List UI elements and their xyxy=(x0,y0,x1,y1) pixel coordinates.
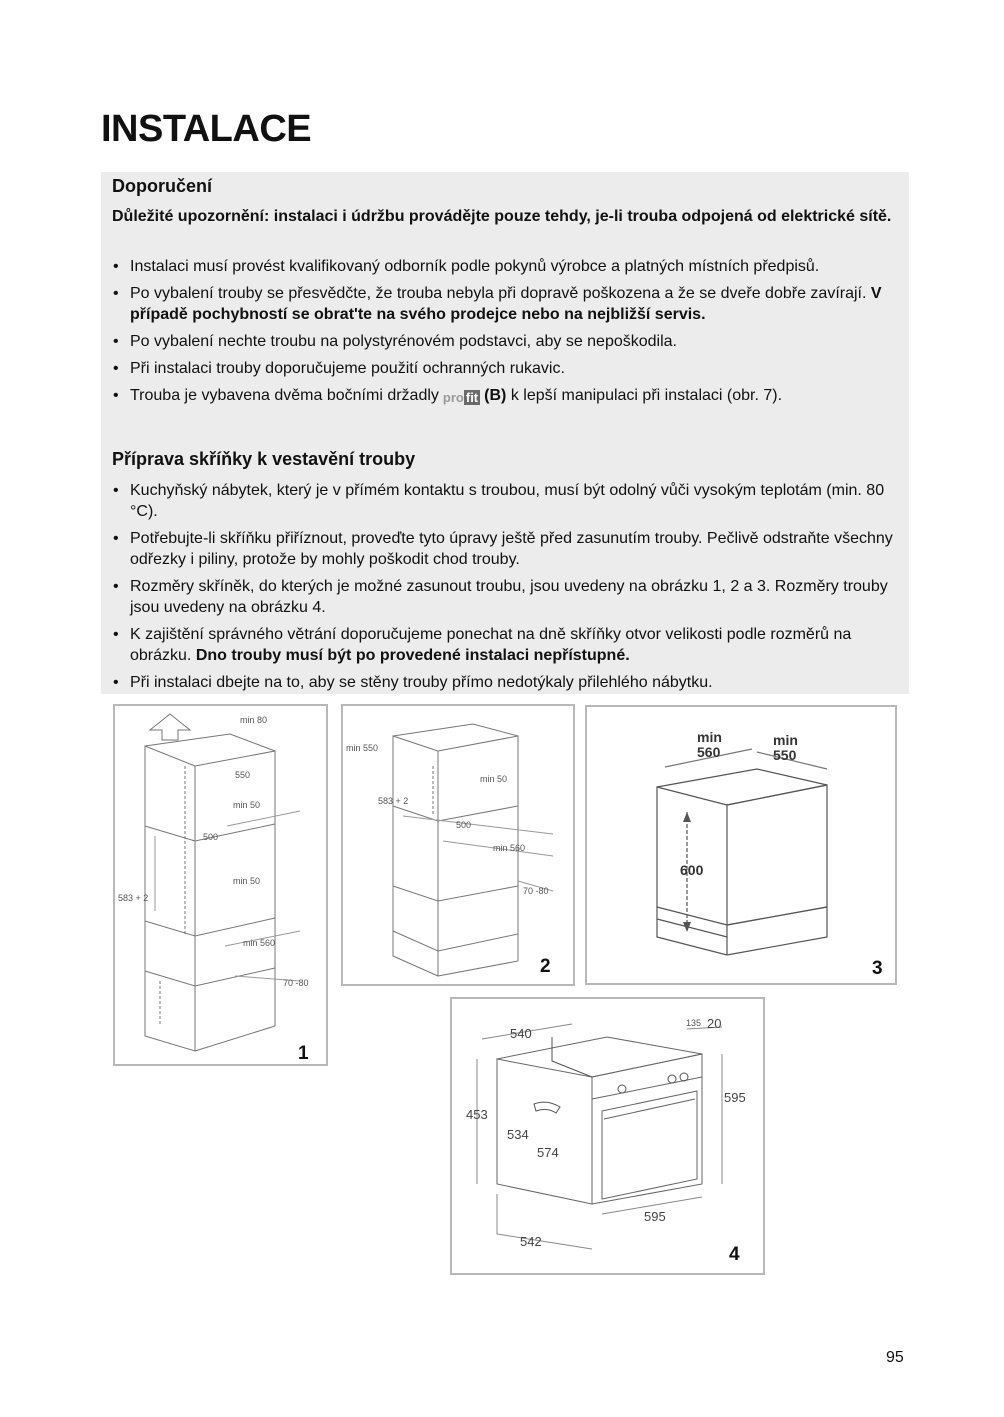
section-heading-recommendations: Doporučení xyxy=(112,176,213,196)
dim-label: 583 + 2 xyxy=(378,796,409,806)
dim-label: 500 xyxy=(456,820,472,830)
figure-2-drawing xyxy=(343,706,573,984)
dim-label: 453 xyxy=(466,1107,488,1122)
page-title: INSTALACE xyxy=(101,108,312,150)
figure-3-drawing xyxy=(587,707,895,983)
figure-3-under-counter-cabinet xyxy=(585,705,897,985)
list-item: • Po vybalení nechte troubu na polystyrénovém podstavci, aby se nepoškodila. xyxy=(112,331,902,352)
dim-label: 70 -80 xyxy=(523,886,549,896)
dim-label: 534 xyxy=(507,1127,529,1142)
dim-label: 70 -80 xyxy=(283,978,309,988)
dim-label: min 80 xyxy=(240,715,268,725)
dim-label: min 560 xyxy=(243,938,276,948)
dim-label: 500 xyxy=(203,832,219,842)
dim-label: min 560 xyxy=(493,843,526,853)
dim-label: 550 xyxy=(235,770,251,780)
cabinet-preparation-list xyxy=(112,480,902,699)
dim-label: 600 xyxy=(680,862,704,878)
figure-4-drawing xyxy=(452,999,763,1273)
list-item: • Trouba je vybavena dvěma bočními držadly pro fit (B) k lepší manipulaci při instalaci (obr. 7). xyxy=(112,385,902,406)
dim-label: 595 xyxy=(644,1209,666,1224)
figure-number: 2 xyxy=(540,956,551,977)
figure-1-drawing xyxy=(115,706,326,1064)
figure-2-wall-cabinet xyxy=(341,704,575,986)
recommendations-list xyxy=(112,256,902,412)
dim-label: 540 xyxy=(510,1026,532,1041)
list-item: • Instalaci musí provést kvalifikovaný odborník podle pokynů výrobce a platných místních předpisů. xyxy=(112,256,902,277)
safety-warning: Důležité upozornění: instalaci i údržbu provádějte pouze tehdy, je-li trouba odpojená od elektrické sítě. xyxy=(112,208,892,225)
figure-number: 1 xyxy=(298,1043,309,1064)
list-item: • Po vybalení trouby se přesvědčte, že trouba nebyla při dopravě poškozena a že se dveře dobře zavírají. V případě pochybností se obrat'te na svého prodejce nebo na nejbližší servis. xyxy=(112,283,902,325)
dim-label: 550 xyxy=(773,747,797,763)
profit-logo: pro fit xyxy=(442,390,479,405)
figure-4-oven-dimensions xyxy=(450,997,765,1275)
dim-label: min 550 xyxy=(346,743,379,753)
dim-label: 20 xyxy=(707,1016,722,1031)
section-heading-cabinet-preparation: Příprava skříňky k vestavění trouby xyxy=(112,449,416,469)
figure-number: 3 xyxy=(872,958,883,979)
figure-number: 4 xyxy=(729,1244,740,1265)
figure-1-tall-cabinet xyxy=(113,704,328,1066)
list-item: • Při instalaci dbejte na to, aby se stěny trouby přímo nedotýkaly přilehlého nábytku. xyxy=(112,672,902,693)
dim-label: min xyxy=(773,732,798,748)
dim-label: min 50 xyxy=(233,876,261,886)
list-item: • Potřebujte-li skříňku přiříznout, proveďte tyto úpravy ještě před zasunutím trouby. Pečlivě odstraňte všechny odřezky i piliny, protože by mohly poškodit chod trouby. xyxy=(112,528,902,570)
dim-label: 574 xyxy=(537,1145,559,1160)
list-item: • Při instalaci trouby doporučujeme použití ochranných rukavic. xyxy=(112,358,902,379)
dim-label: min 50 xyxy=(233,800,261,810)
dim-label: 560 xyxy=(697,744,721,760)
list-item: • Rozměry skříněk, do kterých je možné zasunout troubu, jsou uvedeny na obrázku 1, 2 a 3. Rozměry trouby jsou uvedeny na obrázku 4. xyxy=(112,576,902,618)
dim-label: 595 xyxy=(724,1090,746,1105)
dim-label: 583 + 2 xyxy=(118,893,149,903)
dim-label: 135 xyxy=(686,1018,702,1028)
dim-label: min 50 xyxy=(480,774,508,784)
list-item: • K zajištění správného větrání doporučujeme ponechat na dně skříňky otvor velikosti podle rozměrů na obrázku. Dno trouby musí být po provedené instalaci nepřístupné. xyxy=(112,624,902,666)
list-item: • Kuchyňský nábytek, který je v přímém kontaktu s troubou, musí být odolný vůči vysokým teplotám (min. 80 °C). xyxy=(112,480,902,522)
page-number: 95 xyxy=(886,1349,904,1366)
dim-label: 542 xyxy=(520,1234,542,1249)
dim-label: min xyxy=(697,729,722,745)
